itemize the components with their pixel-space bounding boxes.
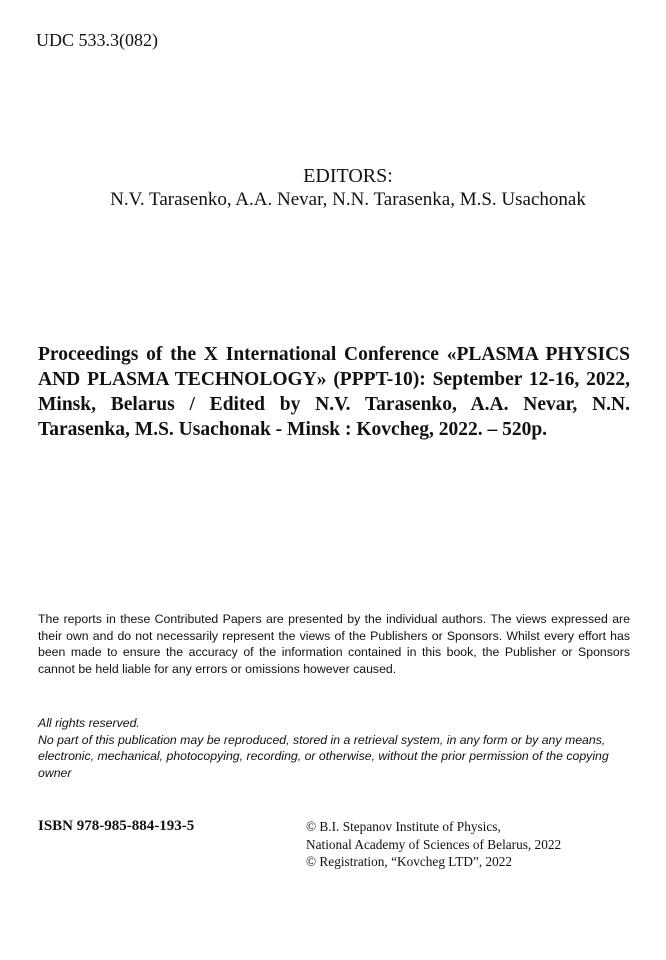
rights-text: No part of this publication may be reproduced, stored in a retrieval system, in any form or by any means, electronic, mechanical, photocopying, recording, or otherwise, without the prior permission of the copying owner (38, 732, 609, 780)
editors-block (0, 164, 666, 212)
copyright-block (306, 818, 561, 871)
copyright-line: © Registration, “Kovcheg LTD”, 2022 (306, 854, 513, 869)
proceedings-citation: Proceedings of the X International Conference «PLASMA PHYSICS AND PLASMA TECHNOLOGY» (PPPT-10): September 12-16, 2022, Minsk, Belarus / Edited by N.V. Tarasenko, A.A. Nevar, N.N. Tarasenka, M.S. Usachonak - Minsk : Kovcheg, 2022. – 520p. (38, 344, 630, 440)
copyright-line: © B.I. Stepanov Institute of Physics, (306, 819, 501, 834)
editors-label: EDITORS: (303, 165, 393, 187)
editors-names: N.V. Tarasenko, A.A. Nevar, N.N. Tarasenka, M.S. Usachonak (110, 189, 586, 210)
rights-notice (38, 715, 630, 781)
rights-heading: All rights reserved. (38, 716, 140, 730)
disclaimer-text: The reports in these Contributed Papers are presented by the individual authors. The views expressed are their own and do not necessarily represent the views of the Publishers or Sponsors. Whilst every effort has been made to ensure the accuracy of the information contained in this book, the Publisher or Sponsors cannot be held liable for any errors or omissions however caused. (38, 612, 630, 676)
udc-code: UDC 533.3(082) (36, 30, 158, 50)
copyright-line: National Academy of Sciences of Belarus, 2022 (306, 836, 562, 852)
isbn-number: ISBN 978-985-884-193-5 (38, 818, 195, 834)
